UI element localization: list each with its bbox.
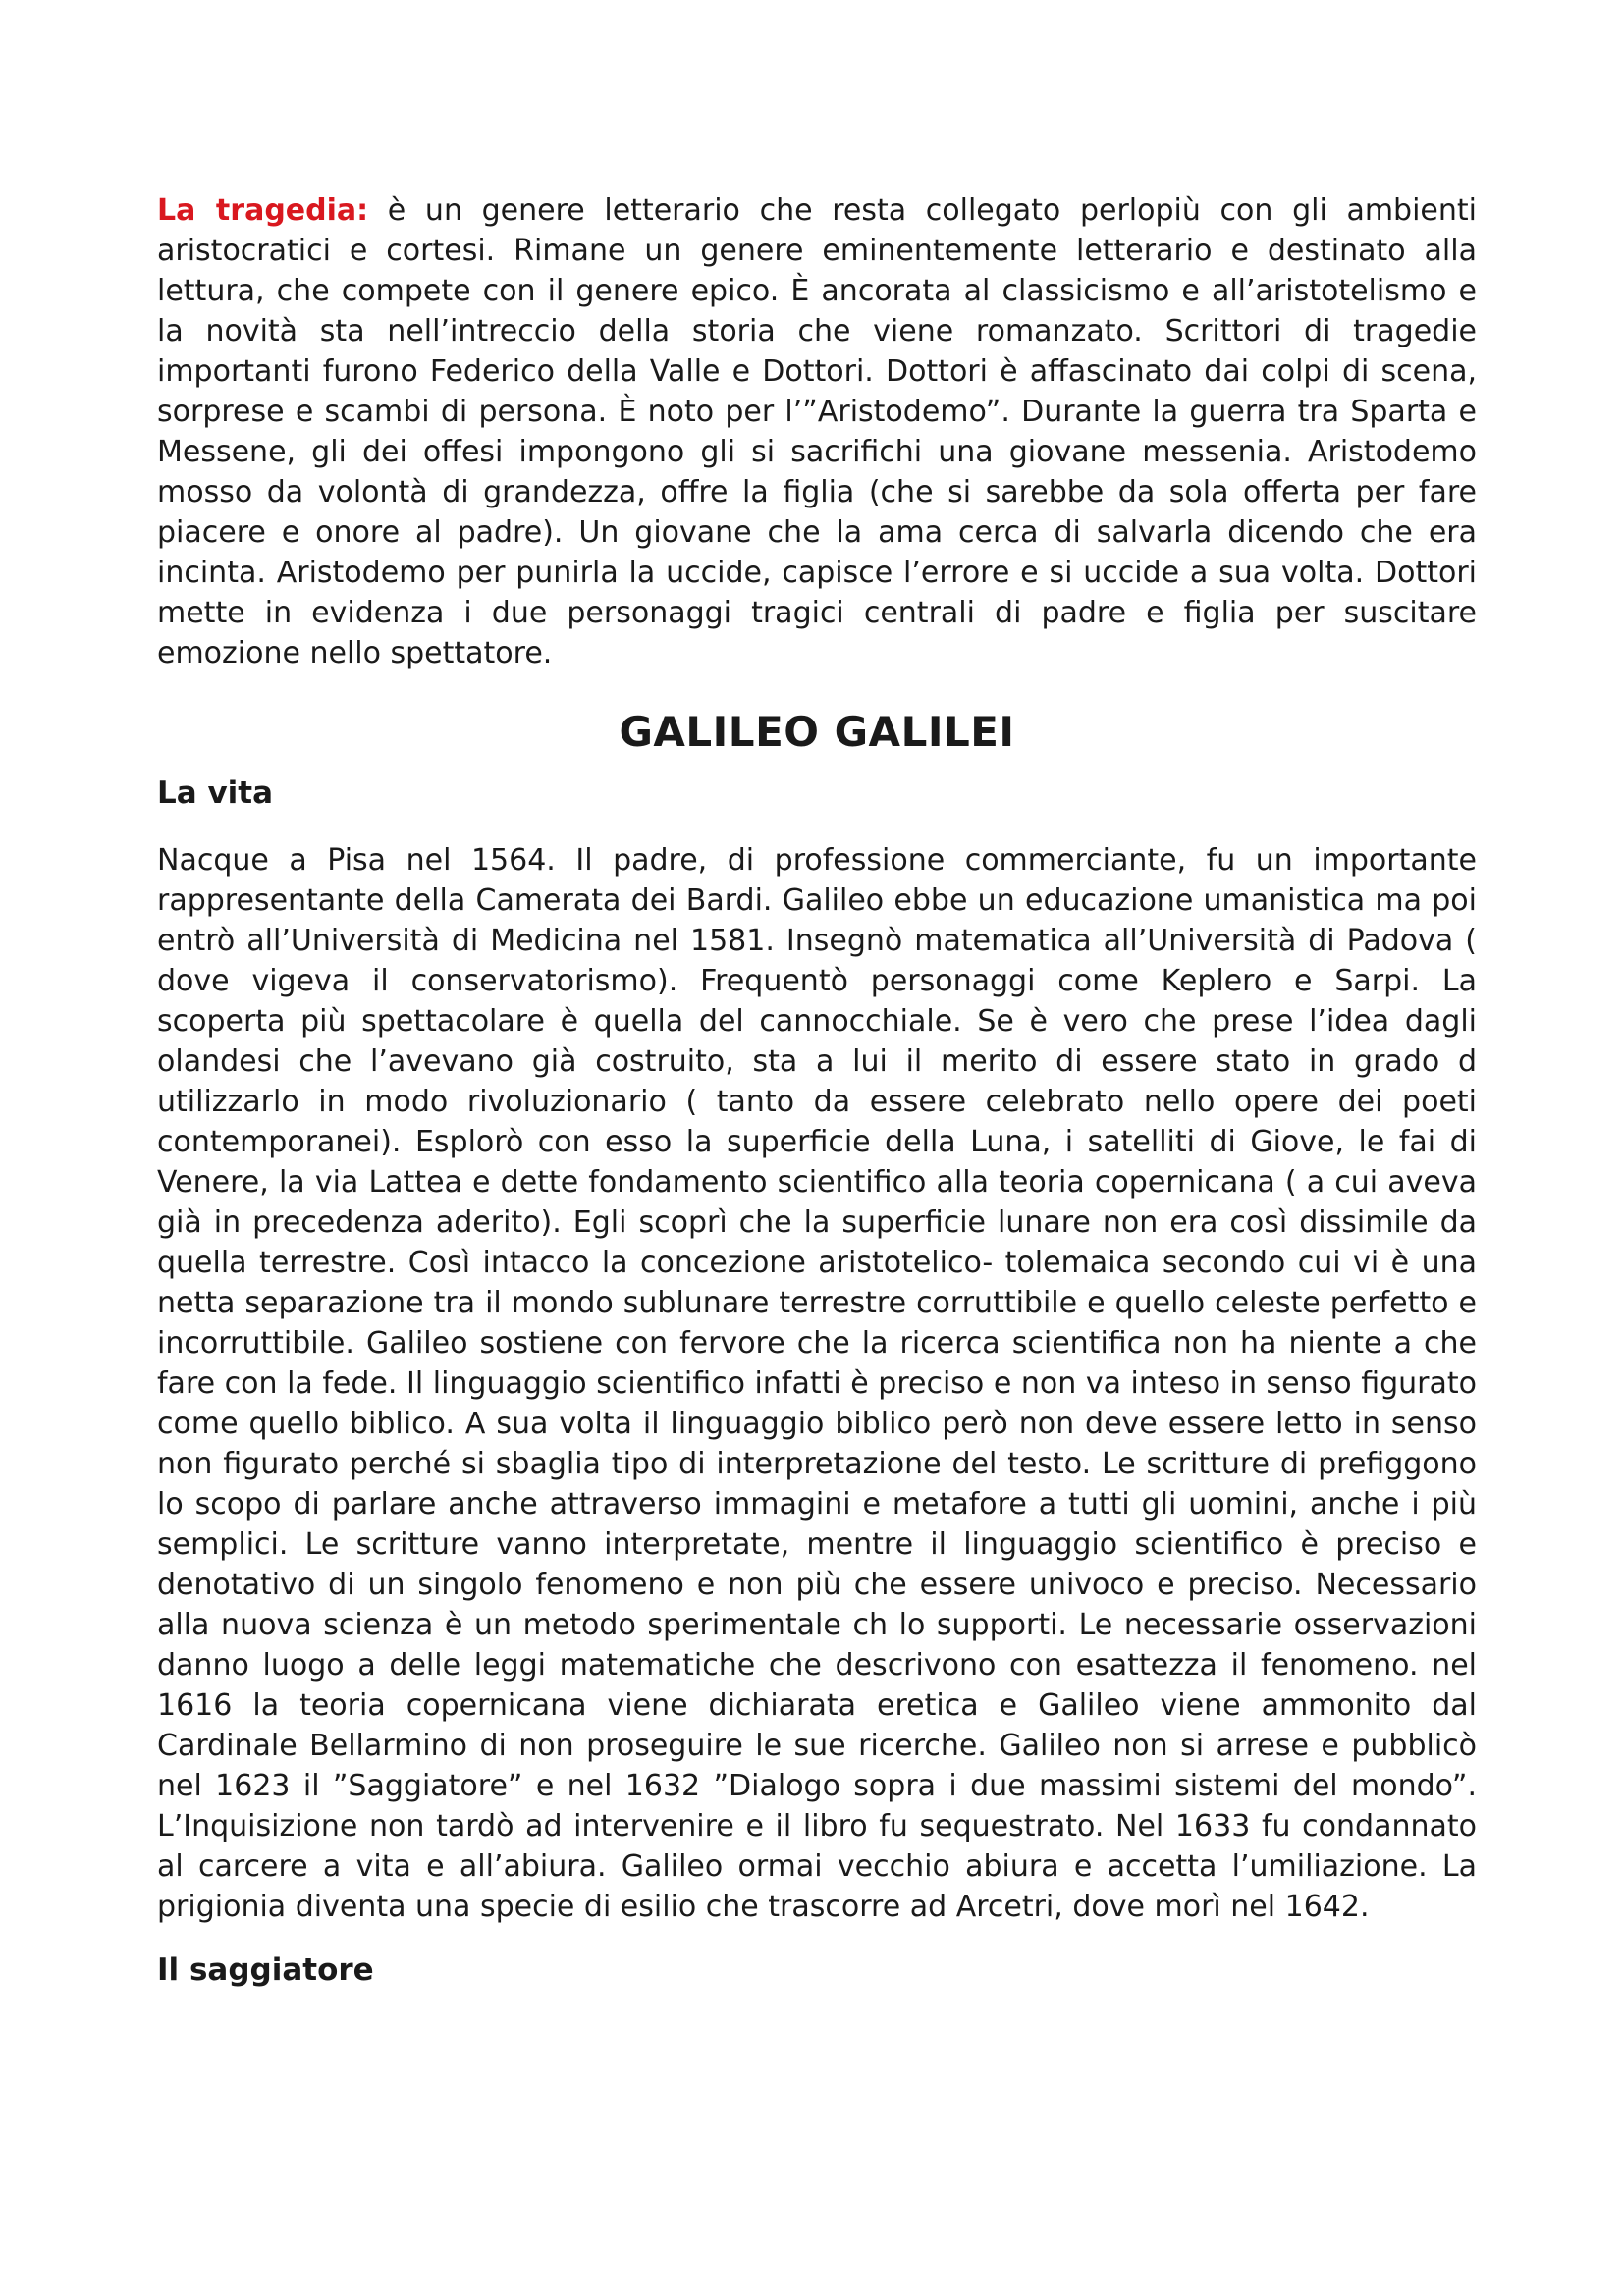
tragedia-lead: La tragedia: bbox=[157, 193, 369, 228]
section-heading-vita: La vita bbox=[157, 775, 274, 811]
page-title: GALILEO GALILEI bbox=[619, 708, 1015, 756]
tragedia-paragraph bbox=[157, 190, 1477, 673]
document-page bbox=[157, 190, 1477, 1992]
tragedia-text: è un genere letterario che resta collegato perlopiù con gli ambienti aristocratici e cortesi. Rimane un genere eminentemente letterario e destinato alla lettura, che compete con il genere epico. È ancorata al classicismo e all’aristotelismo e la novità sta nell’intreccio della storia che viene romanzato. Scrittori di tragedie importanti furono Federico della Valle e Dottori. Dottori è affascinato dai colpi di scena, sorprese e scambi di persona. È noto per l’”Aristodemo”. Durante la guerra tra Sparta e Messene, gli dei offesi impongono gli si sacrifichi una giovane messenia. Aristodemo mosso da volontà di grandezza, offre la figlia (che si sarebbe da sola offerta per fare piacere e onore al padre). Un giovane che la ama cerca di salvarla dicendo che era incinta. Aristodemo per punirla la uccide, capisce l’errore e si uccide a sua volta. Dottori mette in evidenza i due personaggi tragici centrali di padre e figlia per suscitare emozione nello spettatore. bbox=[157, 193, 1477, 670]
section-heading-saggiatore: Il saggiatore bbox=[157, 1952, 374, 1988]
vita-paragraph: Nacque a Pisa nel 1564. Il padre, di professione commerciante, fu un importante rappresentante della Camerata dei Bardi. Galileo ebbe un educazione umanistica ma poi entrò all’Università di Medicina nel 1581. Insegnò matematica all’Università di Padova ( dove vigeva il conservatorismo). Frequentò personaggi come Keplero e Sarpi. La scoperta più spettacolare è quella del cannocchiale. Se è vero che prese l’idea dagli olandesi che l’avevano già costruito, sta a lui il merito di essere stato in grado d utilizzarlo in modo rivoluzionario ( tanto da essere celebrato nello opere dei poeti contemporanei). Esplorò con esso la superficie della Luna, i satelliti di Giove, le fai di Venere, la via Lattea e dette fondamento scientifico alla teoria copernicana ( a cui aveva già in precedenza aderito). Egli scoprì che la superficie lunare non era così dissimile da quella terrestre. Così intacco la concezione aristotelico- tolemaica secondo cui vi è una netta separazione tra il mondo sublunare terrestre corruttibile e quello celeste perfetto e incorruttibile. Galileo sostiene con fervore che la ricerca scientifica non ha niente a che fare con la fede. Il linguaggio scientifico infatti è preciso e non va inteso in senso figurato come quello biblico. A sua volta il linguaggio biblico però non deve essere letto in senso non figurato perché si sbaglia tipo di interpretazione del testo. Le scritture di prefiggono lo scopo di parlare anche attraverso immagini e metafore a tutti gli uomini, anche i più semplici. Le scritture vanno interpretate, mentre il linguaggio scientifico è preciso e denotativo di un singolo fenomeno e non più che essere univoco e preciso. Necessario alla nuova scienza è un metodo sperimentale ch lo supporti. Le necessarie osservazioni danno luogo a delle leggi matematiche che descrivono con esattezza il fenomeno. nel 1616 la teoria copernicana viene dichiarata eretica e Galileo viene ammonito dal Cardinale Bellarmino di non proseguire le sue ricerche. Galileo non si arrese e pubblicò nel 1623 il ”Saggiatore” e nel 1632 ”Dialogo sopra i due massimi sistemi del mondo”. L’Inquisizione non tardò ad intervenire e il libro fu sequestrato. Nel 1633 fu condannato al carcere a vita e all’abiura. Galileo ormai vecchio abiura e accetta l’umiliazione. La prigionia diventa una specie di esilio che trascorre ad Arcetri, dove morì nel 1642. bbox=[157, 843, 1477, 1924]
